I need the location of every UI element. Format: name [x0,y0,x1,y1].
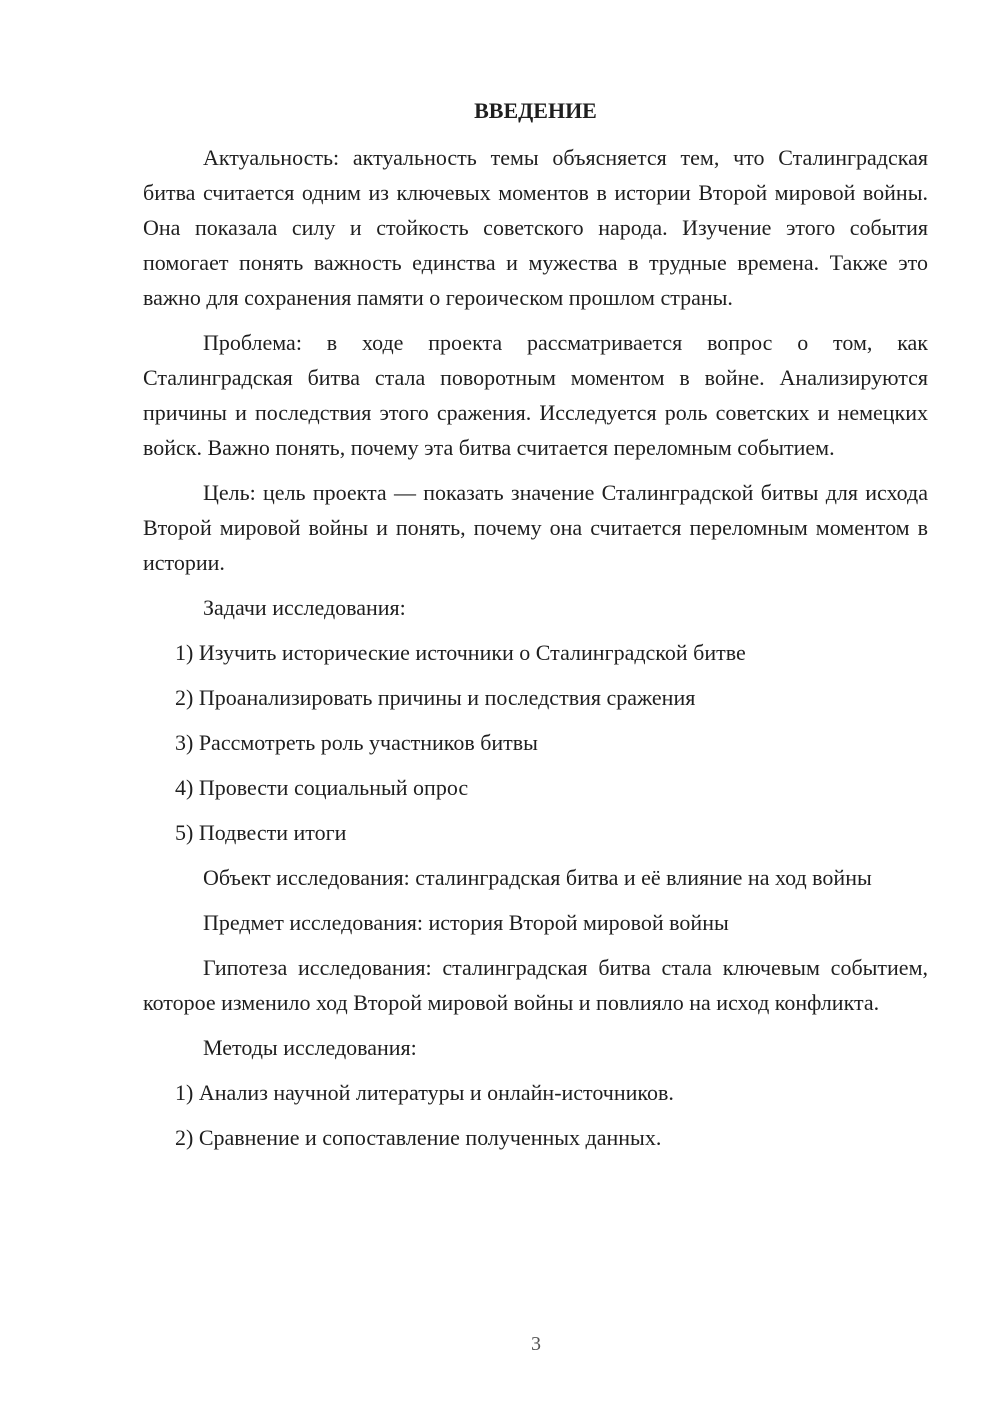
task-item: 3) Рассмотреть роль участников битвы [175,730,538,755]
object-paragraph: Объект исследования: сталинградская битва и её влияние на ход войны [203,865,872,890]
page-title: ВВЕДЕНИЕ [474,98,597,123]
problem-paragraph: Проблема: в ходе проекта рассматривается вопрос о том, как Сталинградская битва стала поворотным моментом в войне. Анализируются причины и последствия этого сражения. Исследуется роль советских и немецких войск. Важно понять, почему эта битва считается переломным событием. [143,330,928,460]
task-item: 1) Изучить исторические источники о Сталинградской битве [175,640,746,665]
tasks-heading: Задачи исследования: [203,595,406,620]
task-item: 5) Подвести итоги [175,820,347,845]
method-item: 2) Сравнение и сопоставление полученных данных. [175,1125,662,1150]
task-item: 4) Провести социальный опрос [175,775,469,800]
page-content [143,93,928,1155]
goal-paragraph: Цель: цель проекта — показать значение Сталинградской битвы для исхода Второй мировой войны и понять, почему она считается переломным моментом в истории. [143,480,928,575]
subject-paragraph: Предмет исследования: история Второй мировой войны [203,910,729,935]
task-item: 2) Проанализировать причины и последствия сражения [175,685,696,710]
method-item: 1) Анализ научной литературы и онлайн-источников. [175,1080,674,1105]
page-number: 3 [531,1333,541,1355]
relevance-paragraph: Актуальность: актуальность темы объясняется тем, что Сталинградская битва считается одним из ключевых моментов в истории Второй мировой войны. Она показала силу и стойкость советского народа. Изучение этого события помогает понять важность единства и мужества в трудные времена. Также это важно для сохранения памяти о героическом прошлом страны. [143,145,928,310]
methods-heading: Методы исследования: [203,1035,417,1060]
hypothesis-paragraph: Гипотеза исследования: сталинградская битва стала ключевым событием, которое изменило ход Второй мировой войны и повлияло на исход конфликта. [143,955,928,1015]
